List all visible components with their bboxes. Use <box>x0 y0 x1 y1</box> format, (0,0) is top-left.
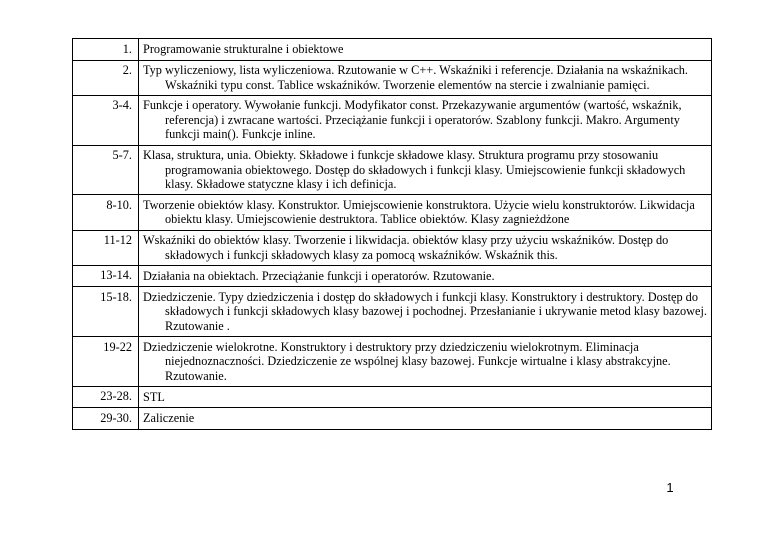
table-row <box>73 195 712 230</box>
table-row <box>73 337 712 387</box>
row-topic: Zaliczenie <box>139 408 712 430</box>
row-number: 19-22 <box>73 337 139 387</box>
table-row <box>73 39 712 61</box>
row-number: 8-10. <box>73 195 139 230</box>
row-number: 2. <box>73 60 139 95</box>
row-topic: Typ wyliczeniowy, lista wyliczeniowa. Rzutowanie w C++. Wskaźniki i referencje. Działania na wskaźnikach. Wskaźniki typu const. Tablice wskaźników. Tworzenie elementów na stercie i zwalnianie pamięci. <box>139 60 712 95</box>
row-topic: Działania na obiektach. Przeciążanie funkcji i operatorów. Rzutowanie. <box>139 265 712 287</box>
row-topic: Dziedziczenie wielokrotne. Konstruktory i destruktory przy dziedziczeniu wielokrotnym. Eliminacja niejednoznaczności. Dziedziczenie ze wspólnej klasy bazowej. Funkcje wirtualne i klasy abstrakcyjne. Rzutowanie. <box>139 337 712 387</box>
row-number: 15-18. <box>73 287 139 337</box>
table-row <box>73 145 712 195</box>
table-row <box>73 408 712 430</box>
row-topic: Funkcje i operatory. Wywołanie funkcji. Modyfikator const. Przekazywanie argumentów (wartość, wskaźnik, referencja) i zwracane wartości. Przeciążanie funkcji i operatorów. Szablony funkcji. Makro. Argumenty funkcji main(). Funkcje inline. <box>139 95 712 145</box>
row-topic: Wskaźniki do obiektów klasy. Tworzenie i likwidacja. obiektów klasy przy użyciu wskaźników. Dostęp do składowych i funkcji składowych klasy za pomocą wskaźników. Wskaźnik this. <box>139 230 712 265</box>
page-number: 1 <box>666 480 674 495</box>
table-row <box>73 287 712 337</box>
table-row <box>73 386 712 408</box>
table-row <box>73 265 712 287</box>
row-number: 1. <box>73 39 139 61</box>
row-number: 11-12 <box>73 230 139 265</box>
row-number: 5-7. <box>73 145 139 195</box>
row-number: 29-30. <box>73 408 139 430</box>
row-topic: Tworzenie obiektów klasy. Konstruktor. Umiejscowienie konstruktora. Użycie wielu konstruktorów. Likwidacja obiektu klasy. Umiejscowienie destruktora. Tablice obiektów. Klasy zagnieżdżone <box>139 195 712 230</box>
row-topic: STL <box>139 386 712 408</box>
row-topic: Dziedziczenie. Typy dziedziczenia i dostęp do składowych i funkcji klasy. Konstruktory i destruktory. Dostęp do składowych i funkcji składowych klasy bazowej i pochodnej. Przesłanianie i ukrywanie metod klasy bazowej. Rzutowanie . <box>139 287 712 337</box>
row-topic: Programowanie strukturalne i obiektowe <box>139 39 712 61</box>
syllabus-table <box>72 38 712 430</box>
table-row <box>73 95 712 145</box>
row-topic: Klasa, struktura, unia. Obiekty. Składowe i funkcje składowe klasy. Struktura programu przy stosowaniu programowania obiektowego. Dostęp do składowych i funkcji klasy. Umiejscowienie funkcji składowych klasy. Składowe statyczne klasy i ich definicja. <box>139 145 712 195</box>
row-number: 3-4. <box>73 95 139 145</box>
row-number: 23-28. <box>73 386 139 408</box>
table-row <box>73 60 712 95</box>
row-number: 13-14. <box>73 265 139 287</box>
table-row <box>73 230 712 265</box>
